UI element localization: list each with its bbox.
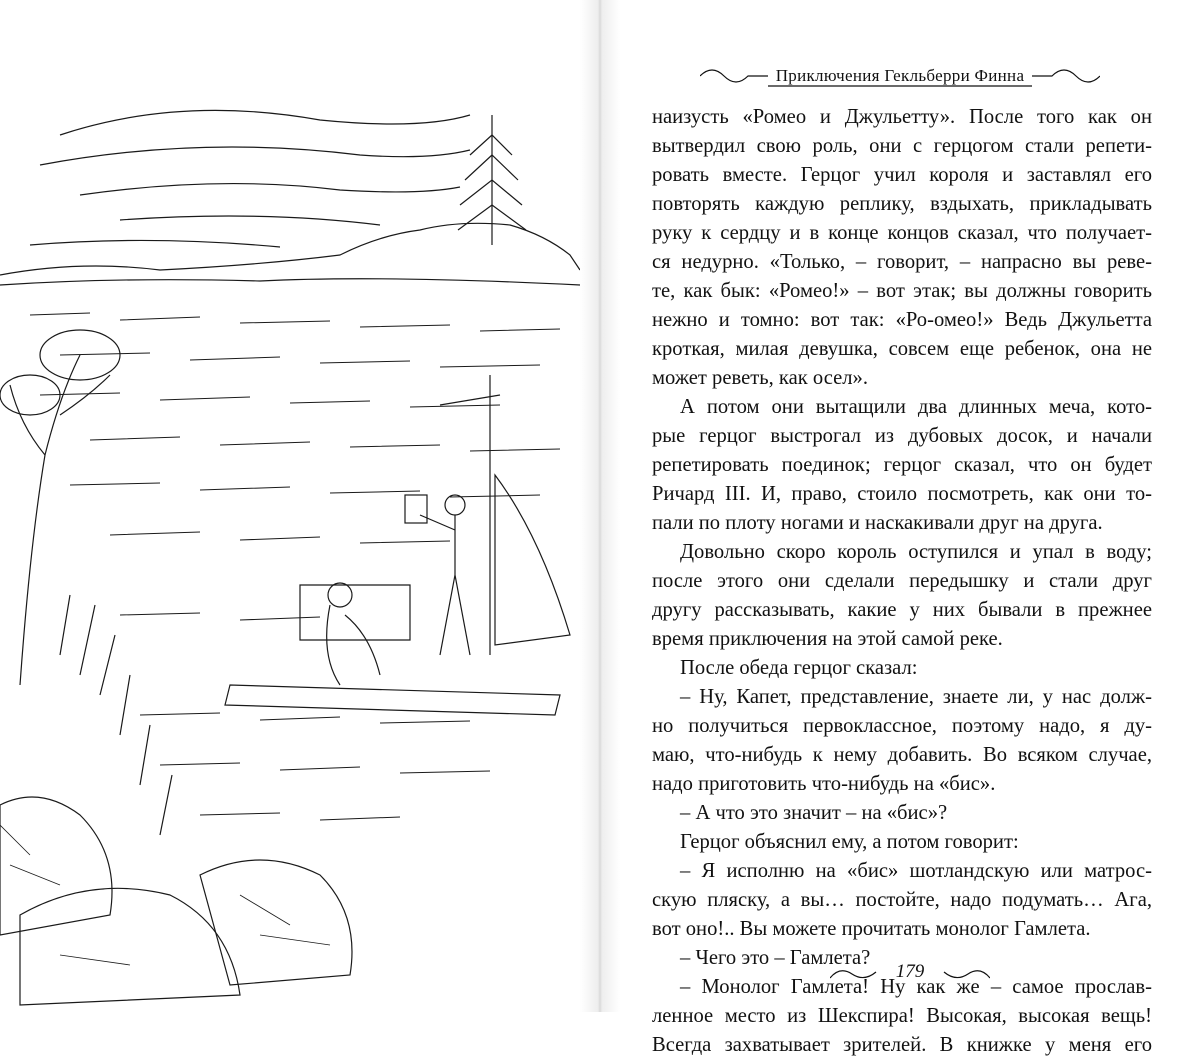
- text-line: те, как бык: «Ромео!» – вот этак; вы должны говорить: [652, 280, 1152, 302]
- text-line: ровать вместе. Герцог учил короля и заставлял его: [652, 164, 1152, 186]
- running-title: Приключения Гекльберри Финна: [768, 66, 1033, 85]
- page-footer: [830, 952, 990, 992]
- text-line: – А что это значит – на «бис»?: [680, 802, 948, 824]
- page-number: 179: [895, 961, 925, 982]
- text-line: но получиться первоклассное, поэтому надо, я ду-: [652, 715, 1152, 737]
- text-line: другу рассказывать, какие у них бывали в прежнее: [652, 599, 1152, 621]
- text-line: рые герцог выстрогал из дубовых досок, и начали: [652, 425, 1152, 447]
- running-header: [700, 58, 1100, 94]
- text-line: время приключения на этой самой реке.: [652, 628, 1003, 650]
- text-line: После обеда герцог сказал:: [680, 657, 918, 679]
- right-page: [610, 0, 1200, 1056]
- text-line: может реветь, как осел».: [652, 367, 868, 389]
- text-line: – Монолог Гамлета! Ну как же – самое прослав-: [680, 976, 1152, 998]
- text-line: пали по плоту ногами и наскакивали друг на друга.: [652, 512, 1103, 534]
- text-line: – Ну, Капет, представление, знаете ли, у нас долж-: [680, 686, 1152, 708]
- text-line: скую пляску, а вы… постойте, надо подумать… Ага,: [652, 889, 1152, 911]
- text-line: нежно и томно: вот так: «Ро-омео!» Ведь Джульетта: [652, 309, 1152, 331]
- text-line: Всегда захватывает зрителей. В книжке у меня его: [652, 1034, 1152, 1056]
- text-line: надо приготовить что-нибудь на «бис».: [652, 773, 996, 795]
- text-line: повторять каждую реплику, вздыхать, прикладывать: [652, 193, 1152, 215]
- text-line: Довольно скоро король оступился и упал в воду;: [680, 541, 1152, 563]
- text-line: кроткая, милая девушка, совсем еще ребенок, она не: [652, 338, 1152, 360]
- text-line: – Чего это – Гамлета?: [680, 947, 871, 969]
- left-page: [0, 0, 590, 1012]
- text-line: после этого они сделали передышку и стали друг: [652, 570, 1152, 592]
- text-line: Герцог объяснил ему, а потом говорит:: [680, 831, 1019, 853]
- text-line: А потом они вытащили два длинных меча, кото-: [680, 396, 1152, 418]
- text-line: Ричард III. И, право, стоило посмотреть, как они то-: [652, 483, 1152, 505]
- text-line: репетировать поединок; герцог сказал, что он будет: [652, 454, 1152, 476]
- text-line: руку к сердцу и в конце концов сказал, что получает-: [652, 222, 1152, 244]
- text-line: маю, что-нибудь к нему добавить. Во всяком случае,: [652, 744, 1152, 766]
- text-line: ленное место из Шекспира! Высокая, высокая вещь!: [652, 1005, 1152, 1027]
- raft-river-illustration: [0, 95, 580, 1012]
- text-line: наизусть «Ромео и Джульетту». После того как он: [652, 106, 1152, 128]
- body-text: [652, 103, 1152, 1060]
- text-line: вытвердил свою роль, они с герцогом стали репети-: [652, 135, 1152, 157]
- text-line: ся недурно. «Только, – говорит, – напрасно вы реве-: [652, 251, 1152, 273]
- text-line: вот оно!.. Вы можете прочитать монолог Гамлета.: [652, 918, 1091, 940]
- text-line: – Я исполню на «бис» шотландскую или матрос-: [680, 860, 1152, 882]
